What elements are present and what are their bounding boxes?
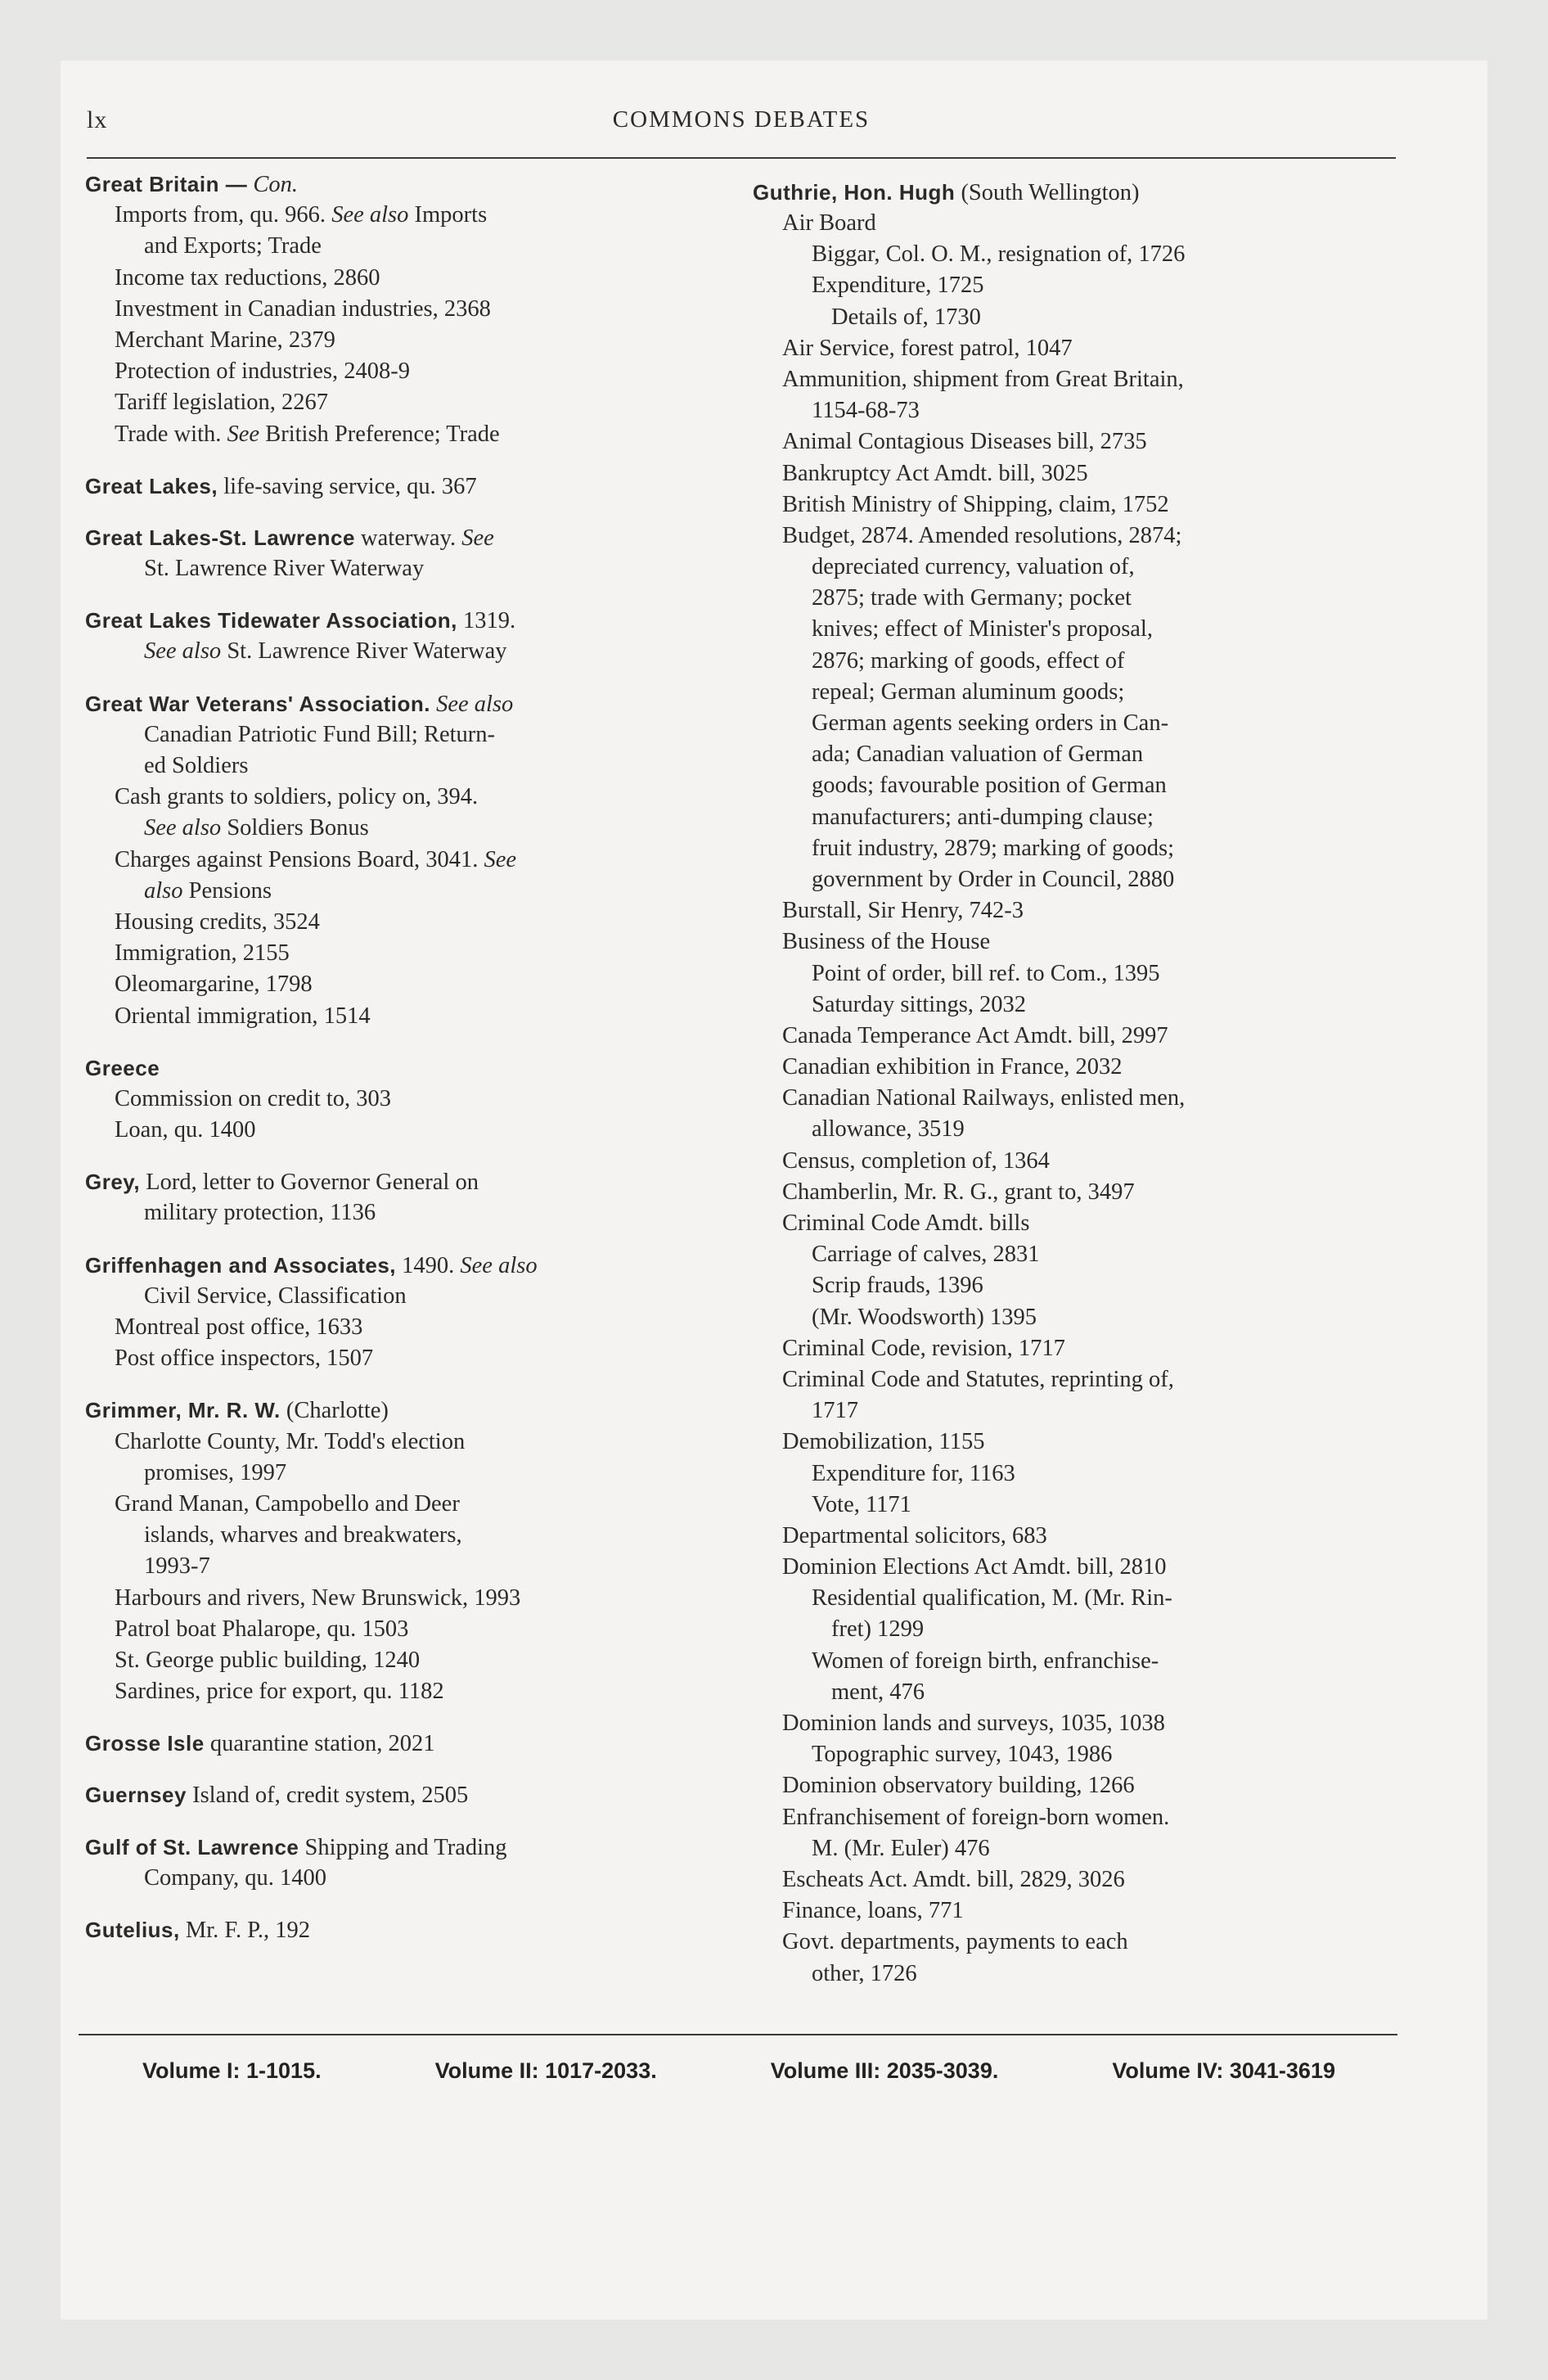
see-label: See bbox=[461, 525, 494, 551]
index-entry-grosse-isle bbox=[85, 1728, 715, 1759]
subentry: British Ministry of Shipping, claim, 1752 bbox=[782, 491, 1169, 517]
subentry-continuation: Pensions bbox=[188, 877, 272, 904]
subentry-level2: Residential qualification, M. (Mr. Rin- bbox=[812, 1585, 1172, 1611]
subentry: Cash grants to soldiers, policy on, 394. bbox=[115, 784, 479, 810]
entry-text: quarantine station, 2021 bbox=[209, 1731, 435, 1757]
entry-text: Lord, letter to Governor General on bbox=[146, 1170, 479, 1196]
volume-4-range: Volume IV: 3041-3619 bbox=[1112, 2058, 1335, 2083]
subentry: Departmental solicitors, 683 bbox=[782, 1522, 1047, 1548]
subentry: Sardines, price for export, qu. 1182 bbox=[115, 1679, 444, 1705]
subentry-continuation: promises, 1997 bbox=[144, 1459, 287, 1485]
volume-footer bbox=[79, 2046, 1397, 2095]
index-column-right bbox=[753, 169, 1383, 1990]
subentry-text: British Preference; Trade bbox=[265, 421, 500, 447]
subentry: Ammunition, shipment from Great Britain, bbox=[782, 366, 1184, 392]
entry-text: Island of, credit system, 2505 bbox=[192, 1783, 469, 1809]
subentry-continuation: other, 1726 bbox=[812, 1960, 917, 1986]
subentry: Animal Contagious Diseases bill, 2735 bbox=[782, 429, 1147, 455]
subentry-text: Charges against Pensions Board, 3041. bbox=[115, 846, 479, 872]
entry-text: Shipping and Trading bbox=[304, 1834, 507, 1860]
entry-continuation: Canadian Patriotic Fund Bill; Return- bbox=[144, 721, 496, 747]
entry-heading: Greece bbox=[85, 1055, 160, 1080]
entry-text: (South Wellington) bbox=[961, 180, 1140, 205]
index-entry-grey bbox=[85, 1166, 715, 1228]
subentry: Canadian exhibition in France, 2032 bbox=[782, 1054, 1123, 1080]
entry-continuation: Civil Service, Classification bbox=[144, 1282, 407, 1309]
index-entry-great-lakes-tidewater bbox=[85, 605, 715, 667]
index-entry-gutelius bbox=[85, 1914, 715, 1945]
subentry: Escheats Act. Amdt. bill, 2829, 3026 bbox=[782, 1866, 1125, 1892]
index-entry-guthrie bbox=[753, 169, 1383, 1990]
subentry: Enfranchisement of foreign-born women. bbox=[782, 1804, 1170, 1830]
subentry: Census, completion of, 1364 bbox=[782, 1147, 1050, 1174]
subentry: Protection of industries, 2408-9 bbox=[115, 358, 410, 385]
entry-heading: Grimmer, Mr. R. W. bbox=[85, 1398, 281, 1423]
entry-continuation: St. Lawrence River Waterway bbox=[227, 638, 507, 665]
entry-heading: Gutelius, bbox=[85, 1918, 180, 1942]
subentry-level2: Point of order, bill ref. to Com., 1395 bbox=[812, 960, 1160, 986]
entry-heading: Gulf of St. Lawrence bbox=[85, 1834, 299, 1859]
subentry-continuation: German agents seeking orders in Can- bbox=[812, 710, 1169, 736]
continued-label: Con. bbox=[253, 172, 298, 197]
subentry: Investment in Canadian industries, 2368 bbox=[115, 295, 491, 322]
subentry-continuation: M. (Mr. Euler) 476 bbox=[812, 1835, 990, 1861]
subentry: Patrol boat Phalarope, qu. 1503 bbox=[115, 1616, 409, 1642]
subentry: Oleomargarine, 1798 bbox=[115, 971, 313, 998]
subentry-continuation: ment, 476 bbox=[831, 1679, 925, 1705]
subentry: Dominion Elections Act Amdt. bill, 2810 bbox=[782, 1554, 1167, 1580]
subentry: Bankruptcy Act Amdt. bill, 3025 bbox=[782, 460, 1088, 486]
entry-heading: Great Lakes Tidewater Association, bbox=[85, 608, 457, 633]
subentry: Budget, 2874. Amended resolutions, 2874; bbox=[782, 522, 1182, 548]
subentry-level2: (Mr. Woodsworth) 1395 bbox=[812, 1304, 1037, 1330]
subentry: Business of the House bbox=[782, 929, 991, 955]
index-entry-great-lakes-st-lawrence bbox=[85, 522, 715, 584]
subentry-level2: Carriage of calves, 2831 bbox=[812, 1242, 1040, 1268]
subentry: Harbours and rivers, New Brunswick, 1993 bbox=[115, 1584, 521, 1611]
subentry-continuation: repeal; German aluminum goods; bbox=[812, 678, 1125, 705]
page-number: lx bbox=[87, 106, 108, 133]
page-header bbox=[87, 97, 1396, 137]
index-entry-greece bbox=[85, 1053, 715, 1147]
entry-continuation: St. Lawrence River Waterway bbox=[144, 556, 425, 582]
subentry: Tariff legislation, 2267 bbox=[115, 390, 329, 416]
entry-text: (Charlotte) bbox=[286, 1398, 389, 1424]
see-also-label: See also bbox=[460, 1252, 538, 1278]
subentry-continuation: Soldiers Bonus bbox=[227, 815, 369, 841]
subentry-level2: Scrip frauds, 1396 bbox=[812, 1273, 983, 1299]
subentry: Govt. departments, payments to each bbox=[782, 1929, 1128, 1955]
subentry: Dominion observatory building, 1266 bbox=[782, 1773, 1135, 1799]
subentry-continuation: 2875; trade with Germany; pocket bbox=[812, 585, 1132, 611]
subentry-continuation: fruit industry, 2879; marking of goods; bbox=[812, 835, 1175, 861]
subentry: Oriental immigration, 1514 bbox=[115, 1003, 371, 1029]
subentry-text: Imports bbox=[414, 202, 488, 228]
entry-text: Mr. F. P., 192 bbox=[185, 1918, 311, 1943]
entry-heading: Guthrie, Hon. Hugh bbox=[753, 180, 956, 205]
subentry-continuation: 1993-7 bbox=[144, 1553, 210, 1580]
see-also-label: See also bbox=[144, 638, 222, 665]
subentry: Burstall, Sir Henry, 742-3 bbox=[782, 898, 1024, 924]
subentry-level2: Topographic survey, 1043, 1986 bbox=[812, 1742, 1113, 1768]
subentry-continuation: knives; effect of Minister's proposal, bbox=[812, 616, 1153, 642]
see-label: See bbox=[227, 421, 260, 447]
header-rule bbox=[87, 157, 1396, 159]
entry-heading: Great War Veterans' Association. bbox=[85, 691, 430, 716]
subentry-level2: Expenditure for, 1163 bbox=[812, 1460, 1015, 1486]
volume-3-range: Volume III: 2035-3039. bbox=[770, 2058, 999, 2083]
subentry: Criminal Code, revision, 1717 bbox=[782, 1335, 1065, 1361]
subentry: Charlotte County, Mr. Todd's election bbox=[115, 1428, 466, 1454]
subentry-continuation: 1717 bbox=[812, 1398, 858, 1424]
subentry: Post office inspectors, 1507 bbox=[115, 1346, 374, 1372]
see-label: See bbox=[484, 846, 517, 872]
subentry: Dominion lands and surveys, 1035, 1038 bbox=[782, 1711, 1165, 1736]
subentry: Air Board bbox=[782, 210, 876, 236]
subentry-continuation: depreciated currency, valuation of, bbox=[812, 554, 1135, 580]
footer-rule bbox=[79, 2034, 1397, 2035]
subentry-continuation: islands, wharves and breakwaters, bbox=[144, 1522, 462, 1548]
index-entry-guernsey bbox=[85, 1779, 715, 1810]
index-entry-great-war-veterans bbox=[85, 688, 715, 1032]
subentry: Canadian National Railways, enlisted men, bbox=[782, 1085, 1186, 1111]
subentry: St. George public building, 1240 bbox=[115, 1647, 421, 1673]
entry-heading: Guernsey bbox=[85, 1783, 187, 1808]
subentry-continuation: goods; favourable position of German bbox=[812, 773, 1167, 799]
index-column-left bbox=[85, 169, 715, 1945]
index-entry-griffenhagen bbox=[85, 1250, 715, 1375]
subentry-continuation: government by Order in Council, 2880 bbox=[812, 866, 1175, 892]
subentry-continuation: manufacturers; anti-dumping clause; bbox=[812, 804, 1154, 830]
entry-continuation: military protection, 1136 bbox=[144, 1200, 376, 1226]
entry-text: life-saving service, qu. 367 bbox=[223, 473, 477, 499]
subentry: Income tax reductions, 2860 bbox=[115, 264, 380, 291]
subentry-continuation: allowance, 3519 bbox=[812, 1116, 965, 1143]
see-also-label: See also bbox=[144, 815, 222, 841]
subentry: Criminal Code and Statutes, reprinting of, bbox=[782, 1366, 1174, 1392]
entry-continuation: ed Soldiers bbox=[144, 753, 249, 778]
index-entry-gulf-st-lawrence bbox=[85, 1832, 715, 1894]
entry-continuation: Company, qu. 1400 bbox=[144, 1864, 326, 1891]
subentry-level2: Women of foreign birth, enfranchise- bbox=[812, 1648, 1159, 1674]
entry-heading: Great Lakes-St. Lawrence bbox=[85, 525, 355, 550]
running-title: COMMONS DEBATES bbox=[612, 106, 871, 133]
subentry-level2: Saturday sittings, 2032 bbox=[812, 991, 1027, 1017]
subentry: Merchant Marine, 2379 bbox=[115, 327, 335, 353]
subentry-continuation: ada; Canadian valuation of German bbox=[812, 741, 1144, 768]
see-also-label: See also bbox=[331, 202, 409, 228]
entry-text: 1490. bbox=[402, 1252, 455, 1278]
entry-heading: Great Lakes, bbox=[85, 473, 218, 498]
subentry-continuation: and Exports; Trade bbox=[144, 233, 322, 259]
subentry: Housing credits, 3524 bbox=[115, 908, 320, 935]
subentry-text: Trade with. bbox=[115, 421, 222, 447]
see-also-label: also bbox=[144, 877, 183, 904]
volume-2-range: Volume II: 1017-2033. bbox=[434, 2058, 657, 2083]
entry-text: waterway. bbox=[361, 525, 457, 551]
subentry-continuation: fret) 1299 bbox=[831, 1616, 925, 1643]
subentry-continuation: 2876; marking of goods, effect of bbox=[812, 647, 1125, 674]
subentry: Chamberlin, Mr. R. G., grant to, 3497 bbox=[782, 1179, 1135, 1205]
entry-heading: Grosse Isle bbox=[85, 1731, 205, 1756]
index-entry-great-lakes bbox=[85, 471, 715, 502]
see-also-label: See also bbox=[436, 691, 514, 717]
index-entry-grimmer bbox=[85, 1395, 715, 1707]
subentry-level3: Details of, 1730 bbox=[831, 304, 981, 330]
subentry: Canada Temperance Act Amdt. bill, 2997 bbox=[782, 1022, 1168, 1048]
subentry-text: Imports from, qu. 966. bbox=[115, 202, 326, 228]
index-entry-great-britain bbox=[85, 169, 715, 450]
entry-heading: Griffenhagen and Associates, bbox=[85, 1252, 397, 1278]
subentry-level2: Biggar, Col. O. M., resignation of, 1726 bbox=[812, 241, 1186, 268]
subentry: Immigration, 2155 bbox=[115, 940, 290, 967]
volume-1-range: Volume I: 1-1015. bbox=[142, 2058, 322, 2083]
subentry: Grand Manan, Campobello and Deer bbox=[115, 1490, 460, 1517]
subentry: Criminal Code Amdt. bills bbox=[782, 1210, 1030, 1236]
entry-heading: Great Britain — bbox=[85, 172, 248, 196]
subentry-level2: Expenditure, 1725 bbox=[812, 273, 984, 299]
subentry: Demobilization, 1155 bbox=[782, 1429, 985, 1455]
subentry-continuation: 1154-68-73 bbox=[812, 398, 920, 424]
subentry: Loan, qu. 1400 bbox=[115, 1117, 256, 1143]
subentry-level2: Vote, 1171 bbox=[812, 1491, 911, 1517]
subentry: Commission on credit to, 303 bbox=[115, 1085, 392, 1111]
entry-heading: Grey, bbox=[85, 1170, 141, 1195]
subentry: Air Service, forest patrol, 1047 bbox=[782, 335, 1073, 361]
entry-text: 1319. bbox=[462, 608, 516, 634]
subentry: Finance, loans, 771 bbox=[782, 1898, 964, 1924]
subentry: Montreal post office, 1633 bbox=[115, 1314, 363, 1340]
